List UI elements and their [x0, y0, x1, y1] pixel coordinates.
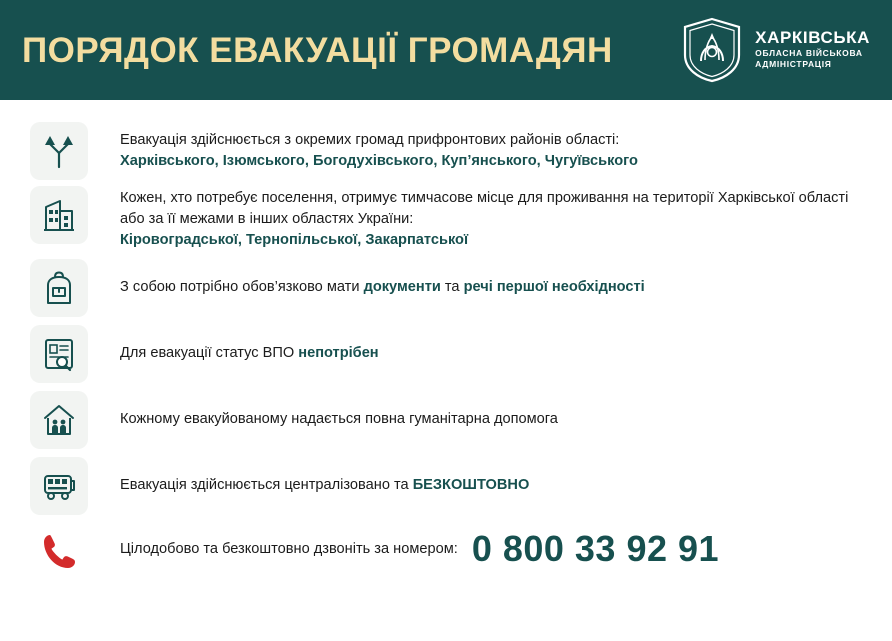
- info-row-humanitarian-aid: [22, 391, 874, 449]
- info-row-idp-status: [22, 325, 874, 383]
- row6-part-0: Евакуація здійснюється централізовано та: [120, 477, 413, 494]
- icon-cell: [22, 122, 96, 180]
- logo-line-1: ХАРКІВСЬКА: [755, 28, 870, 48]
- info-row-text: [96, 391, 874, 430]
- backpack-icon: [30, 259, 88, 317]
- row2-plain-text: Кожен, хто потребує поселення, отримує тимчасове місце для проживання на території Харківської області або за її межами в інших областях України:: [120, 190, 849, 228]
- info-row-text: [96, 186, 874, 251]
- info-row-documents-essentials: [22, 259, 874, 317]
- hotline-number: 0 800 33 92 91: [471, 528, 720, 570]
- phone-icon: [30, 523, 88, 581]
- info-row-temporary-housing: [22, 186, 874, 251]
- road-fork-icon: [30, 122, 88, 180]
- row6-part-1: БЕЗКОШТОВНО: [412, 477, 530, 494]
- logo-line-2: ОБЛАСНА ВІЙСЬКОВА: [755, 47, 863, 58]
- row2-bold-text: Кіровоградської, Тернопільської, Закарпатської: [120, 232, 469, 249]
- icon-cell: [22, 259, 96, 317]
- row5-part-0: Кожному евакуйованому надається повна гуманітарна допомога: [120, 411, 558, 428]
- info-row-free-transport: [22, 457, 874, 515]
- row1-bold-text: Харківського, Ізюмського, Богодухівського, Куп’янського, Чугуївського: [120, 153, 638, 170]
- organization-logo: [681, 17, 870, 83]
- page-title: ПОРЯДОК ЕВАКУАЦІЇ ГРОМАДЯН: [22, 30, 613, 70]
- row4-part-0: Для евакуації статус ВПО: [120, 345, 299, 362]
- poster-header: [0, 0, 892, 100]
- icon-cell: [22, 457, 96, 515]
- row4-part-1: непотрібен: [298, 345, 379, 362]
- info-row-hotline: [22, 523, 874, 581]
- icon-cell: [22, 523, 96, 581]
- bus-icon: [30, 457, 88, 515]
- row3-part-3: речі першої необхідності: [463, 279, 645, 296]
- info-row-text: [96, 457, 874, 496]
- row3-part-1: документи: [363, 279, 441, 296]
- logo-wordmark: [755, 29, 870, 71]
- document-search-icon: [30, 325, 88, 383]
- building-icon: [30, 186, 88, 244]
- poster-content: [0, 100, 892, 581]
- family-home-icon: [30, 391, 88, 449]
- info-row-text: [96, 122, 874, 172]
- row1-plain-text: Евакуація здійснюється з окремих громад прифронтових районів області:: [120, 132, 620, 148]
- info-row-text: [96, 325, 874, 364]
- row3-part-0: З собою потрібно обов’язково мати: [120, 279, 364, 296]
- info-row-evacuation-areas: [22, 122, 874, 180]
- info-row-text: [96, 259, 874, 298]
- row3-part-2: та: [440, 279, 464, 296]
- icon-cell: [22, 391, 96, 449]
- icon-cell: [22, 325, 96, 383]
- hotline-text: [96, 523, 874, 570]
- coat-of-arms-icon: [681, 17, 743, 83]
- icon-cell: [22, 186, 96, 244]
- logo-line-3: АДМІНІСТРАЦІЯ: [755, 59, 832, 70]
- hotline-label: Цілодобово та безкоштовно дзвоніть за номером:: [120, 540, 458, 557]
